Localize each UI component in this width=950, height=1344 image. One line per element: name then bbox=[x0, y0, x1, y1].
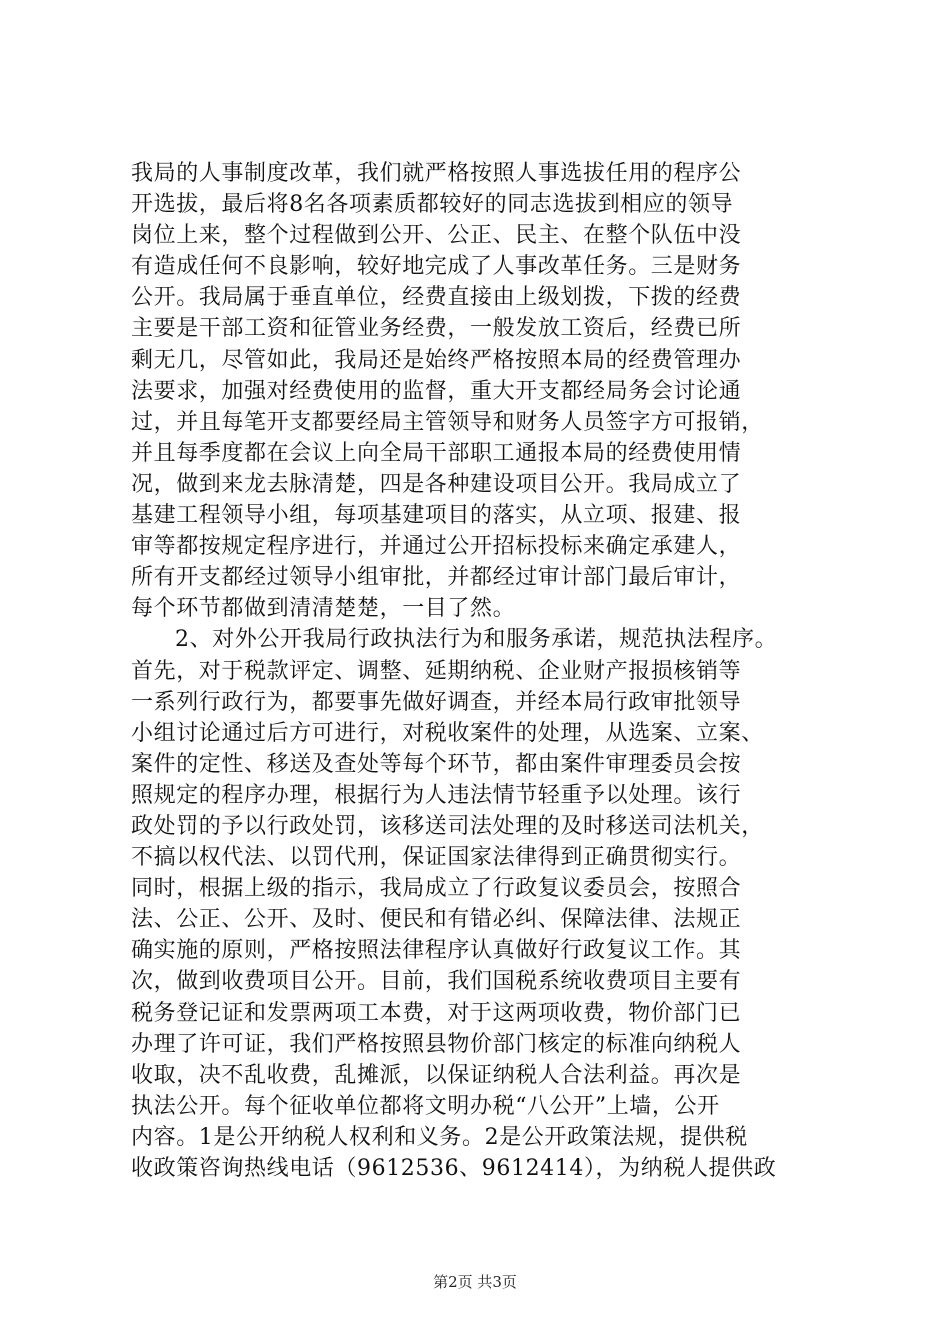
text-line: 审等都按规定程序进行，并通过公开招标投标来确定承建人， bbox=[131, 534, 742, 560]
text-line: 不搞以权代法、以罚代刑，保证国家法律得到正确贯彻实行。 bbox=[131, 845, 742, 871]
text-line: 每个环节都做到清清楚楚，一目了然。 bbox=[131, 596, 516, 622]
text-line: 岗位上来，整个过程做到公开、公正、民主、在整个队伍中没 bbox=[131, 223, 742, 249]
text-line: 内容。1是公开纳税人权利和义务。2是公开政策法规，提供税 bbox=[131, 1124, 748, 1150]
text-line: 案件的定性、移送及查处等每个环节，都由案件审理委员会按 bbox=[131, 751, 742, 777]
text-line: 并且每季度都在会议上向全局干部职工通报本局的经费使用情 bbox=[131, 440, 742, 466]
text-line: 一系列行政行为，都要事先做好调查，并经本局行政审批领导 bbox=[131, 689, 742, 715]
text-line: 办理了许可证，我们严格按照县物价部门核定的标准向纳税人 bbox=[131, 1031, 742, 1057]
text-line: 同时，根据上级的指示，我局成立了行政复议委员会，按照合 bbox=[131, 876, 742, 902]
text-line: 税务登记证和发票两项工本费，对于这两项收费，物价部门已 bbox=[131, 1000, 742, 1026]
text-line: 收政策咨询热线电话（9612536、9612414），为纳税人提供政 bbox=[131, 1156, 777, 1181]
text-line: 公开。我局属于垂直单位，经费直接由上级划拨，下拨的经费 bbox=[131, 285, 742, 311]
text-line: 小组讨论通过后方可进行，对税收案件的处理，从选案、立案、 bbox=[131, 720, 764, 746]
text-line: 次，做到收费项目公开。目前，我们国税系统收费项目主要有 bbox=[131, 969, 742, 995]
page-number-footer: 第2页 共3页 bbox=[433, 1273, 517, 1291]
text-line: 主要是干部工资和征管业务经费，一般发放工资后，经费已所 bbox=[131, 316, 742, 342]
text-line: 剩无几，尽管如此，我局还是始终严格按照本局的经费管理办 bbox=[131, 347, 742, 373]
text-line: 照规定的程序办理，根据行为人违法情节轻重予以处理。该行 bbox=[131, 782, 742, 808]
text-line: 确实施的原则，严格按照法律程序认真做好行政复议工作。其 bbox=[131, 938, 742, 964]
text-line: 基建工程领导小组，每项基建项目的落实，从立项、报建、报 bbox=[131, 503, 742, 529]
body-text bbox=[131, 158, 821, 1184]
text-line: 政处罚的予以行政处罚，该移送司法处理的及时移送司法机关， bbox=[131, 813, 764, 839]
text-line: 收取，决不乱收费，乱摊派，以保证纳税人合法利益。再次是 bbox=[131, 1062, 742, 1088]
text-line: 我局的人事制度改革，我们就严格按照人事选拔任用的程序公 bbox=[131, 161, 742, 186]
text-line: 开选拔，最后将8名各项素质都较好的同志选拔到相应的领导 bbox=[131, 192, 734, 218]
text-line: 有造成任何不良影响，较好地完成了人事改革任务。三是财务 bbox=[131, 254, 742, 280]
text-line: 过，并且每笔开支都要经局主管领导和财务人员签字方可报销， bbox=[131, 409, 764, 435]
text-line: 所有开支都经过领导小组审批，并都经过审计部门最后审计， bbox=[131, 565, 742, 591]
text-line: 法要求，加强对经费使用的监督，重大开支都经局务会讨论通 bbox=[131, 378, 742, 404]
text-line: 法、公正、公开、及时、便民和有错必纠、保障法律、法规正 bbox=[131, 907, 742, 933]
paragraph-start-line: 2、对外公开我局行政执法行为和服务承诺，规范执法程序。 bbox=[175, 627, 778, 653]
text-line: 执法公开。每个征收单位都将文明办税“八公开”上墙，公开 bbox=[131, 1093, 720, 1119]
text-line: 况，做到来龙去脉清楚，四是各种建设项目公开。我局成立了 bbox=[131, 471, 742, 497]
text-line: 首先，对于税款评定、调整、延期纳税、企业财产报损核销等 bbox=[131, 658, 742, 684]
